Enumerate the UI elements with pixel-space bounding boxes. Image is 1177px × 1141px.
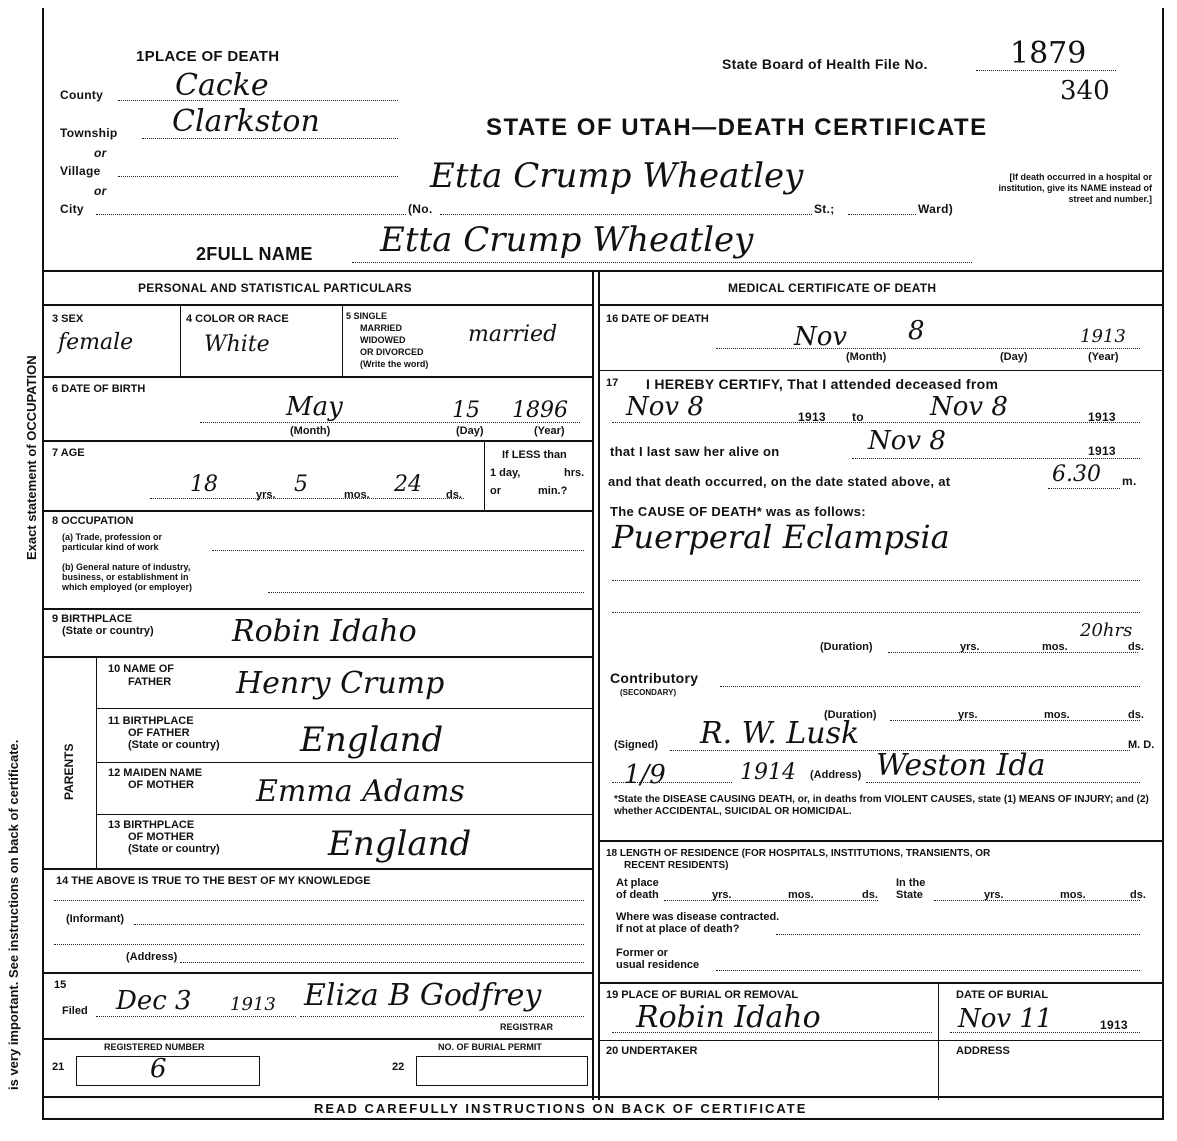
- cause-text: The CAUSE OF DEATH* was as follows:: [610, 504, 866, 519]
- last-saw: Nov 8: [868, 426, 946, 456]
- sex-value: female: [58, 330, 134, 355]
- duration-mos: mos.: [1042, 641, 1068, 653]
- informant-label: (Informant): [66, 913, 125, 925]
- mid-divider-left: [592, 270, 594, 1100]
- dod-year-caption: (Year): [1088, 351, 1119, 363]
- sex-label: 3 SEX: [52, 313, 84, 325]
- marital-label-1: 5 SINGLE: [346, 311, 388, 321]
- burial-date-label: DATE OF BURIAL: [956, 989, 1049, 1001]
- reg-num-box: [76, 1056, 260, 1086]
- to-label: to: [852, 410, 864, 424]
- county-value: Cacke: [175, 68, 269, 103]
- or-2: or: [94, 184, 107, 198]
- occ-b-line: [268, 592, 584, 593]
- village-line: [118, 176, 398, 177]
- full-name-value: Etta Crump Wheatley: [380, 220, 754, 260]
- informant-line-1: [54, 900, 584, 901]
- secondary-label: (SECONDARY): [620, 688, 677, 697]
- right-rule-5: [598, 1040, 1164, 1041]
- filed-num: 15: [54, 979, 67, 991]
- ward-label: Ward): [918, 202, 954, 216]
- st-label: St.;: [814, 202, 835, 216]
- burial-permit-box: [416, 1056, 588, 1086]
- village-label: Village: [60, 164, 101, 178]
- hospital-note: [If death occurred in a hospital or institution, give its NAME instead of street and number.]: [998, 172, 1152, 204]
- address2-label: ADDRESS: [956, 1045, 1010, 1057]
- parents-label: PARENTS: [62, 743, 76, 800]
- undertaker-label: 20 UNDERTAKER: [606, 1045, 698, 1057]
- color-value: White: [204, 332, 270, 357]
- occupation-a: [62, 532, 162, 552]
- contributory-label: Contributory: [610, 670, 699, 686]
- father-value: Henry Crump: [236, 666, 445, 701]
- informant-line-2: [134, 924, 584, 925]
- main-top-rule: [42, 270, 1164, 272]
- occ-b-1: (b) General nature of industry,: [62, 562, 191, 572]
- less-than-2: 1 day,: [490, 467, 521, 479]
- cert-text-1: I HEREBY CERTIFY, That I attended deceased from: [646, 376, 999, 392]
- full-name-label: 2FULL NAME: [196, 244, 313, 264]
- age-days: 24: [394, 472, 422, 497]
- or-min: or: [490, 485, 501, 497]
- right-rule-4: [598, 982, 1164, 984]
- birthplace-value: Robin Idaho: [232, 614, 417, 649]
- burial-value: Robin Idaho: [636, 1000, 821, 1035]
- burial-permit-label: NO. OF BURIAL PERMIT: [438, 1042, 542, 1052]
- filed-year: 1913: [230, 994, 276, 1015]
- township-value: Clarkston: [172, 104, 320, 139]
- dod-month: Nov: [794, 322, 848, 352]
- signed-label: (Signed): [614, 739, 658, 751]
- ward-line: [848, 214, 916, 215]
- footnote: *State the DISEASE CAUSING DEATH, or, in deaths from VIOLENT CAUSES, state (1) MEANS OF INJURY; and (2) whether ACCIDENTAL, SUICIDAL OR HOMICIDAL.: [614, 794, 1149, 817]
- mother-bp-2: OF MOTHER: [128, 831, 194, 843]
- occ-a-1: (a) Trade, profession or: [62, 532, 163, 542]
- duration-line: [888, 652, 1138, 653]
- footer-rule: [42, 1096, 1164, 1098]
- side-note-line2: Exact statement of OCCUPATION: [24, 355, 39, 560]
- dob-day: 15: [452, 398, 480, 423]
- age-divider: [484, 440, 485, 510]
- name-over-street: Etta Crump Wheatley: [430, 156, 804, 196]
- signed-address-label: (Address): [810, 769, 862, 781]
- medical-section-title: MEDICAL CERTIFICATE OF DEATH: [728, 281, 937, 295]
- contrib-ds: ds.: [1128, 709, 1144, 721]
- contrib-mos: mos.: [1044, 709, 1070, 721]
- duration-yrs: yrs.: [960, 641, 980, 653]
- burial-label: 19 PLACE OF BURIAL OR REMOVAL: [606, 989, 799, 1001]
- age-yrs-label: yrs.: [256, 489, 276, 501]
- marital-label-2: MARRIED: [360, 323, 402, 333]
- informant-header: 14 THE ABOVE IS TRUE TO THE BEST OF MY KNOWLEDGE: [56, 875, 371, 887]
- address-label: (Address): [126, 951, 178, 963]
- attended-to-year: 1913: [1088, 410, 1116, 424]
- dod-day-caption: (Day): [1000, 351, 1028, 363]
- occ-a-2: particular kind of work: [62, 542, 159, 552]
- attended-from-year: 1913: [798, 410, 826, 424]
- certificate-title: STATE OF UTAH—DEATH CERTIFICATE: [486, 114, 988, 141]
- burial-permit-prefix: 22: [392, 1061, 405, 1073]
- side-note-line1: is very important. See instructions on back of certificate.: [6, 739, 21, 1090]
- father-rule: [96, 708, 594, 709]
- dob-month: May: [286, 392, 343, 422]
- dod-month-caption: (Month): [846, 351, 887, 363]
- age-years: 18: [190, 472, 218, 497]
- dod-line: [716, 348, 1140, 349]
- at-place-mos: mos.: [788, 889, 814, 901]
- marital-value: married: [468, 322, 558, 347]
- cause-line-1: [612, 580, 1140, 581]
- reg-num-prefix: 21: [52, 1061, 65, 1073]
- cause-line-2: [612, 612, 1140, 613]
- reg-num-label: REGISTERED NUMBER: [104, 1042, 205, 1052]
- file-no-value: 1879: [1010, 36, 1087, 71]
- dob-day-caption: (Day): [456, 425, 484, 437]
- dob-label: 6 DATE OF BIRTH: [52, 383, 146, 395]
- marital-label-5: (Write the word): [360, 359, 429, 369]
- frame-right: [1162, 8, 1164, 1120]
- occ-a-line: [212, 550, 584, 551]
- in-the-1: In the: [896, 877, 926, 889]
- street-line: [440, 214, 812, 215]
- age-label: 7 AGE: [52, 447, 85, 459]
- father-bp-3: (State or country): [128, 739, 220, 751]
- dod-year: 1913: [1080, 326, 1126, 347]
- at-place-line: [664, 900, 878, 901]
- attended-to: Nov 8: [930, 392, 1008, 422]
- marital-label: [346, 310, 428, 370]
- filed-line: [96, 1016, 296, 1017]
- city-label: City: [60, 202, 84, 216]
- occ-b-3: which employed (or employer): [62, 582, 193, 592]
- township-label: Township: [60, 126, 118, 140]
- in-the-line: [934, 900, 1140, 901]
- former-1: Former or: [616, 947, 668, 959]
- former-2: usual residence: [616, 959, 700, 971]
- sex-divider: [180, 304, 181, 376]
- address-line: [180, 962, 584, 963]
- frame-left: [42, 8, 44, 1120]
- no-label: (No.: [408, 202, 433, 216]
- personal-section-title: PERSONAL AND STATISTICAL PARTICULARS: [138, 281, 412, 295]
- informant-line-3: [54, 944, 584, 945]
- last-saw-text: that I last saw her alive on: [610, 444, 780, 459]
- in-the-ds: ds.: [1130, 889, 1146, 901]
- right-rule-2: [598, 370, 1164, 371]
- contributory-line: [720, 686, 1140, 687]
- at-place-1: At place: [616, 877, 659, 889]
- footer-instructions: READ CAREFULLY INSTRUCTIONS ON BACK OF CERTIFICATE: [314, 1101, 808, 1116]
- father-bp-rule: [96, 762, 594, 763]
- signed-year: 1914: [740, 760, 796, 785]
- left-rule-1: [42, 304, 594, 306]
- at-place-2: of death: [616, 889, 659, 901]
- at-place-ds: ds.: [862, 889, 878, 901]
- color-divider: [342, 304, 343, 376]
- county-label: County: [60, 88, 104, 102]
- contrib-duration-line: [890, 720, 1140, 721]
- left-rule-9: [42, 1038, 594, 1040]
- burial-divider: [938, 982, 939, 1100]
- contracted-1: Where was disease contracted.: [616, 911, 780, 923]
- side-note: [6, 740, 21, 1090]
- mother-value: Emma Adams: [256, 774, 465, 809]
- occupation-b: [62, 562, 192, 592]
- contracted-2: If not at place of death?: [616, 923, 740, 935]
- mid-divider-right: [598, 270, 600, 1100]
- occ-b-2: business, or establishment in: [62, 572, 189, 582]
- contracted-line: [776, 934, 1140, 935]
- registrar-line: [300, 1016, 584, 1017]
- marital-label-3: WIDOWED: [360, 335, 406, 345]
- former-line: [716, 970, 1140, 971]
- dod-day: 8: [908, 316, 925, 346]
- father-bp-2: OF FATHER: [128, 727, 190, 739]
- less-than-1: If LESS than: [502, 449, 567, 461]
- filed-label: Filed: [62, 1005, 88, 1017]
- left-rule-6: [42, 656, 594, 658]
- file-no-label: State Board of Health File No.: [722, 56, 928, 72]
- full-name-line: [352, 262, 972, 263]
- father-bp-1: 11 BIRTHPLACE: [108, 715, 194, 727]
- occupation-label: 8 OCCUPATION: [52, 515, 134, 527]
- age-ds-label: ds.: [446, 489, 462, 501]
- attended-from: Nov 8: [626, 392, 704, 422]
- filed-value: Dec 3: [116, 986, 192, 1016]
- registrar-label: REGISTRAR: [500, 1022, 554, 1032]
- duration-ds: ds.: [1128, 641, 1144, 653]
- signed-address-value: Weston Ida: [876, 748, 1046, 783]
- age-months: 5: [294, 472, 308, 497]
- age-line: [150, 498, 464, 499]
- mother-label-1: 12 MAIDEN NAME: [108, 767, 203, 779]
- left-rule-2: [42, 376, 594, 378]
- reg-num-value: 6: [150, 1054, 167, 1084]
- residence-label-1: 18 LENGTH OF RESIDENCE (FOR HOSPITALS, INSTITUTIONS, TRANSIENTS, OR: [606, 848, 991, 859]
- duration-value: 20hrs: [1080, 620, 1133, 641]
- side-note-2: [24, 355, 39, 560]
- or-1: or: [94, 146, 107, 160]
- dod-label: 16 DATE OF DEATH: [606, 313, 709, 325]
- birthplace-sub: (State or country): [62, 625, 154, 637]
- registrar-value: Eliza B Godfrey: [304, 978, 542, 1013]
- age-mos-label: mos.: [344, 489, 370, 501]
- father-label-2: FATHER: [128, 676, 172, 688]
- residence-label-2: RECENT RESIDENTS): [624, 860, 729, 871]
- marital-label-4: OR DIVORCED: [360, 347, 424, 357]
- last-saw-year: 1913: [1088, 444, 1116, 458]
- dob-year: 1896: [512, 398, 568, 423]
- left-rule-7: [42, 868, 594, 870]
- mother-bp-1: 13 BIRTHPLACE: [108, 819, 195, 831]
- hrs-label: hrs.: [564, 467, 585, 479]
- left-rule-5: [42, 608, 594, 610]
- left-rule-3: [42, 440, 594, 442]
- mother-label-2: OF MOTHER: [128, 779, 194, 791]
- in-the-yrs: yrs.: [984, 889, 1004, 901]
- signed-date: 1/9: [624, 760, 666, 790]
- father-bp-value: England: [300, 720, 444, 760]
- birthplace-label: 9 BIRTHPLACE: [52, 613, 133, 625]
- place-of-death-label: 1PLACE OF DEATH: [136, 48, 280, 65]
- md-label: M. D.: [1128, 739, 1155, 751]
- min-label: min.?: [538, 485, 568, 497]
- time-value: 6.30: [1052, 462, 1101, 487]
- frame-bottom: [42, 1118, 1164, 1120]
- at-place-yrs: yrs.: [712, 889, 732, 901]
- mother-rule: [96, 814, 594, 815]
- left-rule-8: [42, 972, 594, 974]
- attended-line: [612, 422, 1140, 423]
- right-rule-1: [598, 304, 1164, 306]
- duration-label: (Duration): [820, 641, 873, 653]
- signed-date-line: [612, 782, 732, 783]
- in-the-mos: mos.: [1060, 889, 1086, 901]
- death-occurred-text: and that death occurred, on the date stated above, at: [608, 474, 951, 489]
- cause-value: Puerperal Eclampsia: [612, 518, 950, 556]
- contrib-yrs: yrs.: [958, 709, 978, 721]
- burial-line: [612, 1032, 932, 1033]
- burial-date-value: Nov 11: [958, 1004, 1053, 1034]
- burial-date-year: 1913: [1100, 1018, 1128, 1032]
- burial-date-line: [950, 1032, 1140, 1033]
- father-label-1: 10 NAME OF: [108, 663, 175, 675]
- mother-bp-3: (State or country): [128, 843, 220, 855]
- signed-value: R. W. Lusk: [700, 716, 860, 751]
- time-suffix: m.: [1122, 474, 1137, 488]
- dob-month-caption: (Month): [290, 425, 331, 437]
- mother-bp-value: England: [328, 824, 472, 864]
- right-rule-3: [598, 840, 1164, 842]
- city-line: [96, 214, 406, 215]
- file-no-extra: 340: [1060, 76, 1110, 106]
- contrib-duration-label: (Duration): [824, 709, 877, 721]
- cert-num: 17: [606, 377, 619, 389]
- left-rule-4: [42, 510, 594, 512]
- color-label: 4 COLOR OR RACE: [186, 313, 289, 325]
- time-line: [1048, 488, 1120, 489]
- in-the-2: State: [896, 889, 923, 901]
- last-saw-line: [852, 458, 1140, 459]
- dob-year-caption: (Year): [534, 425, 565, 437]
